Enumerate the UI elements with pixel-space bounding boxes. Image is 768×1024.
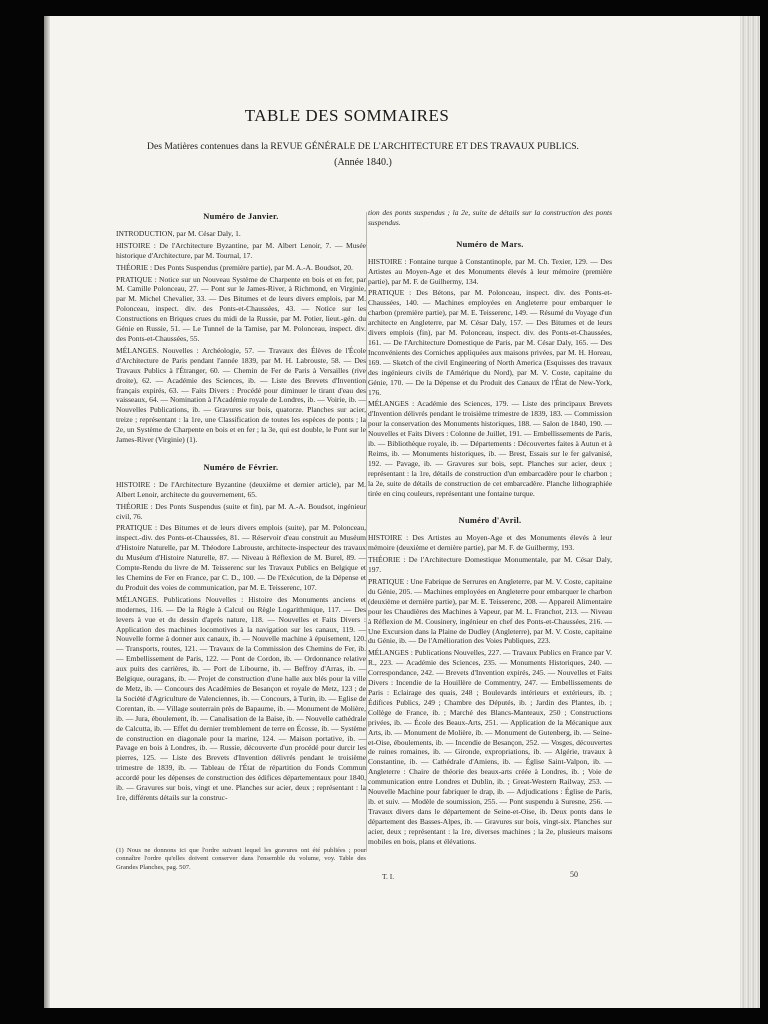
toc-entry: THÉORIE : Des Ponts Suspendus (suite et fin), par M. A.-A. Boudsot, ingénieur civil, 76. <box>116 501 366 521</box>
year-label: (Année 1840.) <box>334 157 392 168</box>
toc-entry: THÉORIE : Des Ponts Suspendus (première partie), par M. A.-A. Boudsot, 20. <box>116 262 353 272</box>
mars-entries <box>368 257 612 499</box>
toc-entry: PRATIQUE : Des Bitumes et de leurs divers emplois (suite), par M. Polonceau, inspect.-div. des Ponts-et-Chaussées, 81. — Réservoir d'eau construit au Muséum d'Histoire Naturelle, par M. Théodore Labrouste, architecte-inspecteur des travaux du Muséum d'Histoire Naturelle, 87. — Niveau à Réflexion de M. Burel, 89. — Compte-Rendu du livre de M. Teisserenc sur les Travaux Publics en Belgique et les Chemins de Fer en France, par C. D., 100. — De l'Exécution, de la Dépense et du Produit des voies de communication, par M. E. Teisserenc, 107. <box>116 523 366 592</box>
toc-entry: PRATIQUE : Notice sur un Nouveau Système de Charpente en bois et en fer, par M. Camille Polonceau, 27. — Pont sur le James-River, à Richmond, en Virginie, par M. Michel Chevalier, 33. — Des Bitumes et de leurs divers emplois, par M. Polonceau, inspect. div. des Ponts-et-Chaussées, 43. — Notice sur les Constructions en Briques crues du midi de la Russie, par M. Potier, lieut.-gén. du Génie en Russie, 51. — Le Tunnel de la Tamise, par M. Polonceau, inspect. div. des Ponts-et-Chaussées, 55. <box>116 274 366 343</box>
column-divider <box>366 212 367 852</box>
left-column <box>116 210 366 805</box>
fevrier-entries <box>116 480 366 803</box>
toc-entry: HISTOIRE : De l'Architecture Byzantine (deuxième et dernier article), par M. Albert Lenoir, architecte du gouvernement, 65. <box>116 479 366 499</box>
section-heading-fevrier: Numéro de Février. <box>203 462 279 472</box>
page-title: TABLE DES SOMMAIRES <box>244 106 450 125</box>
right-column <box>368 208 612 848</box>
toc-entry: HISTOIRE : Fontaine turque à Constantinople, par M. Ch. Texier, 129. — Des Artistes au Moyen-Age et des Monuments élevés à leur mémoire (première partie), par M. F. de Guilhermy, 134. <box>368 256 612 286</box>
page-subtitle: Des Matières contenues dans la REVUE GÉNÉRALE DE L'ARCHITECTURE ET DES TRAVAUX PUBLICS. <box>147 141 579 152</box>
toc-entry: PRATIQUE : Une Fabrique de Serrures en Angleterre, par M. V. Coste, capitaine du Génie, 205. — Machines employées en Angleterre pour embarquer le charbon (deuxième et dernière partie), par M. E. Teisserenc, 208. — Appareil Alimentaire pour les Chaudières des Machines à Vapeur, par M. L. Franchot, 213. — Niveau à Réflexion de M. Cousinery, ingénieur en chef des Ponts-et-Chaussées, 216. — Une Excursion dans la Plaine de Dudley (Angleterre), par M. V. Coste, capitaine du Génie, ib. — De l'Amélioration des Voies Publiques, 223. <box>368 577 612 646</box>
toc-entry: MÉLANGES. Nouvelles : Archéologie, 57. — Travaux des Élèves de l'École d'Architecture de Paris pendant l'année 1839, par M. H. Labrouste, 58. — Des Travaux Publics à l'Étranger, 60. — Chemin de Fer de Paris à Versailles (rive droite), 62. — Académie des Sciences, ib. — Liste des Brevets d'Invention français expirés, 63. — Faits Divers : Procédé pour diminuer le tirant d'eau des vaisseaux, 64. — Nomination à l'Académie royale de Londres, ib. — Voirie, ib. — Nouvelles Publications, ib. — Gravures sur bois, quatorze. Planches sur acier, treize ; représentant : la 1re, une Classification de toutes les espèces de ponts ; la 2e, un Système de Charpente en bois et en fer ; la 3e, qui est double, le Pont sur le James-River (Virginie) (1). <box>116 345 366 445</box>
toc-entry: THÉORIE : De l'Architecture Domestique Monumentale, par M. César Daly, 197. <box>368 555 612 575</box>
page-gutter-shadow <box>44 16 50 1008</box>
section-heading-mars: Numéro de Mars. <box>456 239 524 249</box>
continuation-text: tion des ponts suspendus ; la 2e, suite de détails sur la construction des ponts suspendus. <box>368 208 612 227</box>
toc-entry: PRATIQUE : Des Bétons, par M. Polonceau, inspect. div. des Ponts-et-Chaussées, 140. — Machines employées en Angleterre pour embarquer le charbon (première partie), par M. E. Teisserenc, 149. — Résumé du Voyage d'un architecte en Angleterre, par M. César Daly, 157. — Des Bitumes et de leurs divers emplois (fin), par M. Polonceau, inspect. div. des Ponts-et-Chaussées, 161. — De l'Architecture Domestique de Paris, par M. César Daly, 165. — Des Inconvénients des Corniches appliquées aux maisons privées, par M. H. Horeau, 169. — Sketch of the civil Engineering of North America (Esquisses des travaux des ingénieurs civils de l'Amérique du Nord), par M. V. Coste, capitaine du Génie, 170. — De la Dépense et du Produit des Canaux de l'État de New-York, 176. <box>368 288 612 397</box>
footnote: (1) Nous ne donnons ici que l'ordre suivant lequel les gravures ont été publiées ; pour connaître l'ordre qu'elles doivent conserver dans l'ensemble du volume, voy. Table des Grandes Planches, pag. 507. <box>116 847 366 871</box>
toc-entry: HISTOIRE : De l'Architecture Byzantine, par M. Albert Lenoir, 7. — Musée historique d'Architecture, par M. Tournal, 17. <box>116 240 366 260</box>
book-page-edges <box>740 16 760 1008</box>
toc-entry: INTRODUCTION, par M. César Daly, 1. <box>116 228 241 238</box>
toc-entry: MÉLANGES : Publications Nouvelles, 227. — Travaux Publics en France par V. R., 223. — Académie des Sciences, 235. — Monuments Historiques, 240. — Correspondance, 242. — Brevets d'Invention expirés, 245. — Nouvelles et Faits Divers : Incendie de la Houillère de Commentry, 247. — Embellissements de Paris : Eclairage des quais, 248 ; Boulevards intérieurs et extérieurs, ib. ; Édifices Publics, 249 ; Chambre des Députés, ib. ; Jardin des Plantes, ib. ; Collège de France, ib. ; Marché des Blancs-Manteaux, 250 ; Constructions privées, ib. — École des Beaux-Arts, 251. — Application de la Mécanique aux Arts, ib. — Monument de Molière, ib. — Monument de Gutenberg, ib. — Seine-et-Oise, éboulements, ib. — Incendie de Besançon, 252. — Vosges, découvertes de ruines romaines, ib. — Gironde, expropriations, ib. — Algérie, travaux à Constantine, ib. — Cathédrale d'Amiens, ib. — Église Saint-Valpon, ib. — Angleterre : Chaire de théorie des beaux-arts créée à Londres, ib. ; Voie de communication entre Londres et Dublin, ib. ; Great-Western Railway, 253. — Nouvelle Machine pour fabriquer le drap, ib. — Adjudications : Église de Paris, ib. et suiv. — Modèle de soumission, 255. — Pont suspendu à Suresne, 256. — Travaux divers dans le département de Seine-et-Oise, ib. Deux ponts dans le département des Basses-Alpes, ib. — Gravures sur bois, vingt-six. Planches sur acier, deux ; représentant : la 1re, diverses machines ; la 2e, plusieurs maisons mobiles en bois, plans et élévations. <box>368 648 612 846</box>
section-heading-janvier: Numéro de Janvier. <box>203 212 279 221</box>
toc-entry: MÉLANGES. Publications Nouvelles : Histoire des Monuments anciens et modernes, 116. — De la Règle à Calcul ou Règle Logarithmique, 117. — Des levers à vue et du dessin d'après nature, 118. — Nouvelles et Faits Divers : Application des machines locomotives à la navigation sur les canaux, 119. — Nouvelle forme à donner aux canaux, ib. — Nouvelle machine à épuisement, 120. — Transports, routes, 121. — Travaux de la Commission des Chemins de Fer, ib. — Embellissement de Paris, 122. — Pont de Cordon, ib. — Ordonnance relative aux puits des carrières, ib. — Port de Libourne, ib. — Beffroy d'Arras, ib. — Belgique, ouragans, ib. — Projet de construction d'une halle aux blés pour la ville de Metz, ib. — Concours des Académies de Besançon et royale de Metz, 123 ; de la Société d'Agriculture de Valenciennes, ib. — Concours, à Turin, ib. — Eglise de Corentan, ib. — Village souterrain près de Bapaume, ib. — Monument de Molière, ib. — Jura, éboulement, ib. — Canalisation de la Baise, ib. — Nouvelle cathédrale de Calcutta, ib. — Effet du dernier tremblement de terre en Écosse, ib. — Système de construction en diagonale pour la marine, 124. — Maison portative, ib. — Pavage en bois à Londres, ib. — Russie, découverte d'un procédé pour durcir les pierres, 125. — Liste des Brevets d'Invention délivrés pendant le troisième trimestre de 1839, ib. — Tableau de l'État de répartition du Fonds Commun accordé pour les dépenses de construction des édifices départementaux pour 1840, ib. — Gravures sur bois, vingt et une. Planches sur acier, deux ; représentant : la 1re, différents détails sur la construc- <box>116 594 366 802</box>
avril-entries <box>368 533 612 846</box>
section-heading-avril: Numéro d'Avril. <box>458 516 522 526</box>
signature-mark: T. I. <box>382 872 395 881</box>
toc-entry: MÉLANGES : Académie des Sciences, 179. — Liste des principaux Brevets d'Invention délivrés pendant le troisième trimestre de 1839, 183. — Commission pour la conservation des Monuments historiques, 188. — Salon de 1840, 190. — Nouvelles et Faits Divers : Colonne de Juillet, 191. — Embellissements de Paris, ib. — Bibliothèque royale, ib. — Départements : Découvertes faites à Autun et à Reims, ib. — Monuments historiques, ib. — Brest, Essais sur le fer galvanisé, 192. — Pavage, ib. — Gravures sur bois, sept. Planches sur acier, deux ; représentant : la 1re, détails de construction d'un embarcadère pour le charbon ; la 2e, suite de détails de construction de cet embarcadère. Planche lithographiée tirée en cinq couleurs, représentant une fontaine turque. <box>368 399 612 498</box>
janvier-entries <box>116 229 366 445</box>
toc-entry: HISTOIRE : Des Artistes au Moyen-Age et des Monuments élevés à leur mémoire (deuxième et dernière partie), par M. F. de Guilhermy, 193. <box>368 533 612 553</box>
page-number: 50 <box>570 870 578 879</box>
